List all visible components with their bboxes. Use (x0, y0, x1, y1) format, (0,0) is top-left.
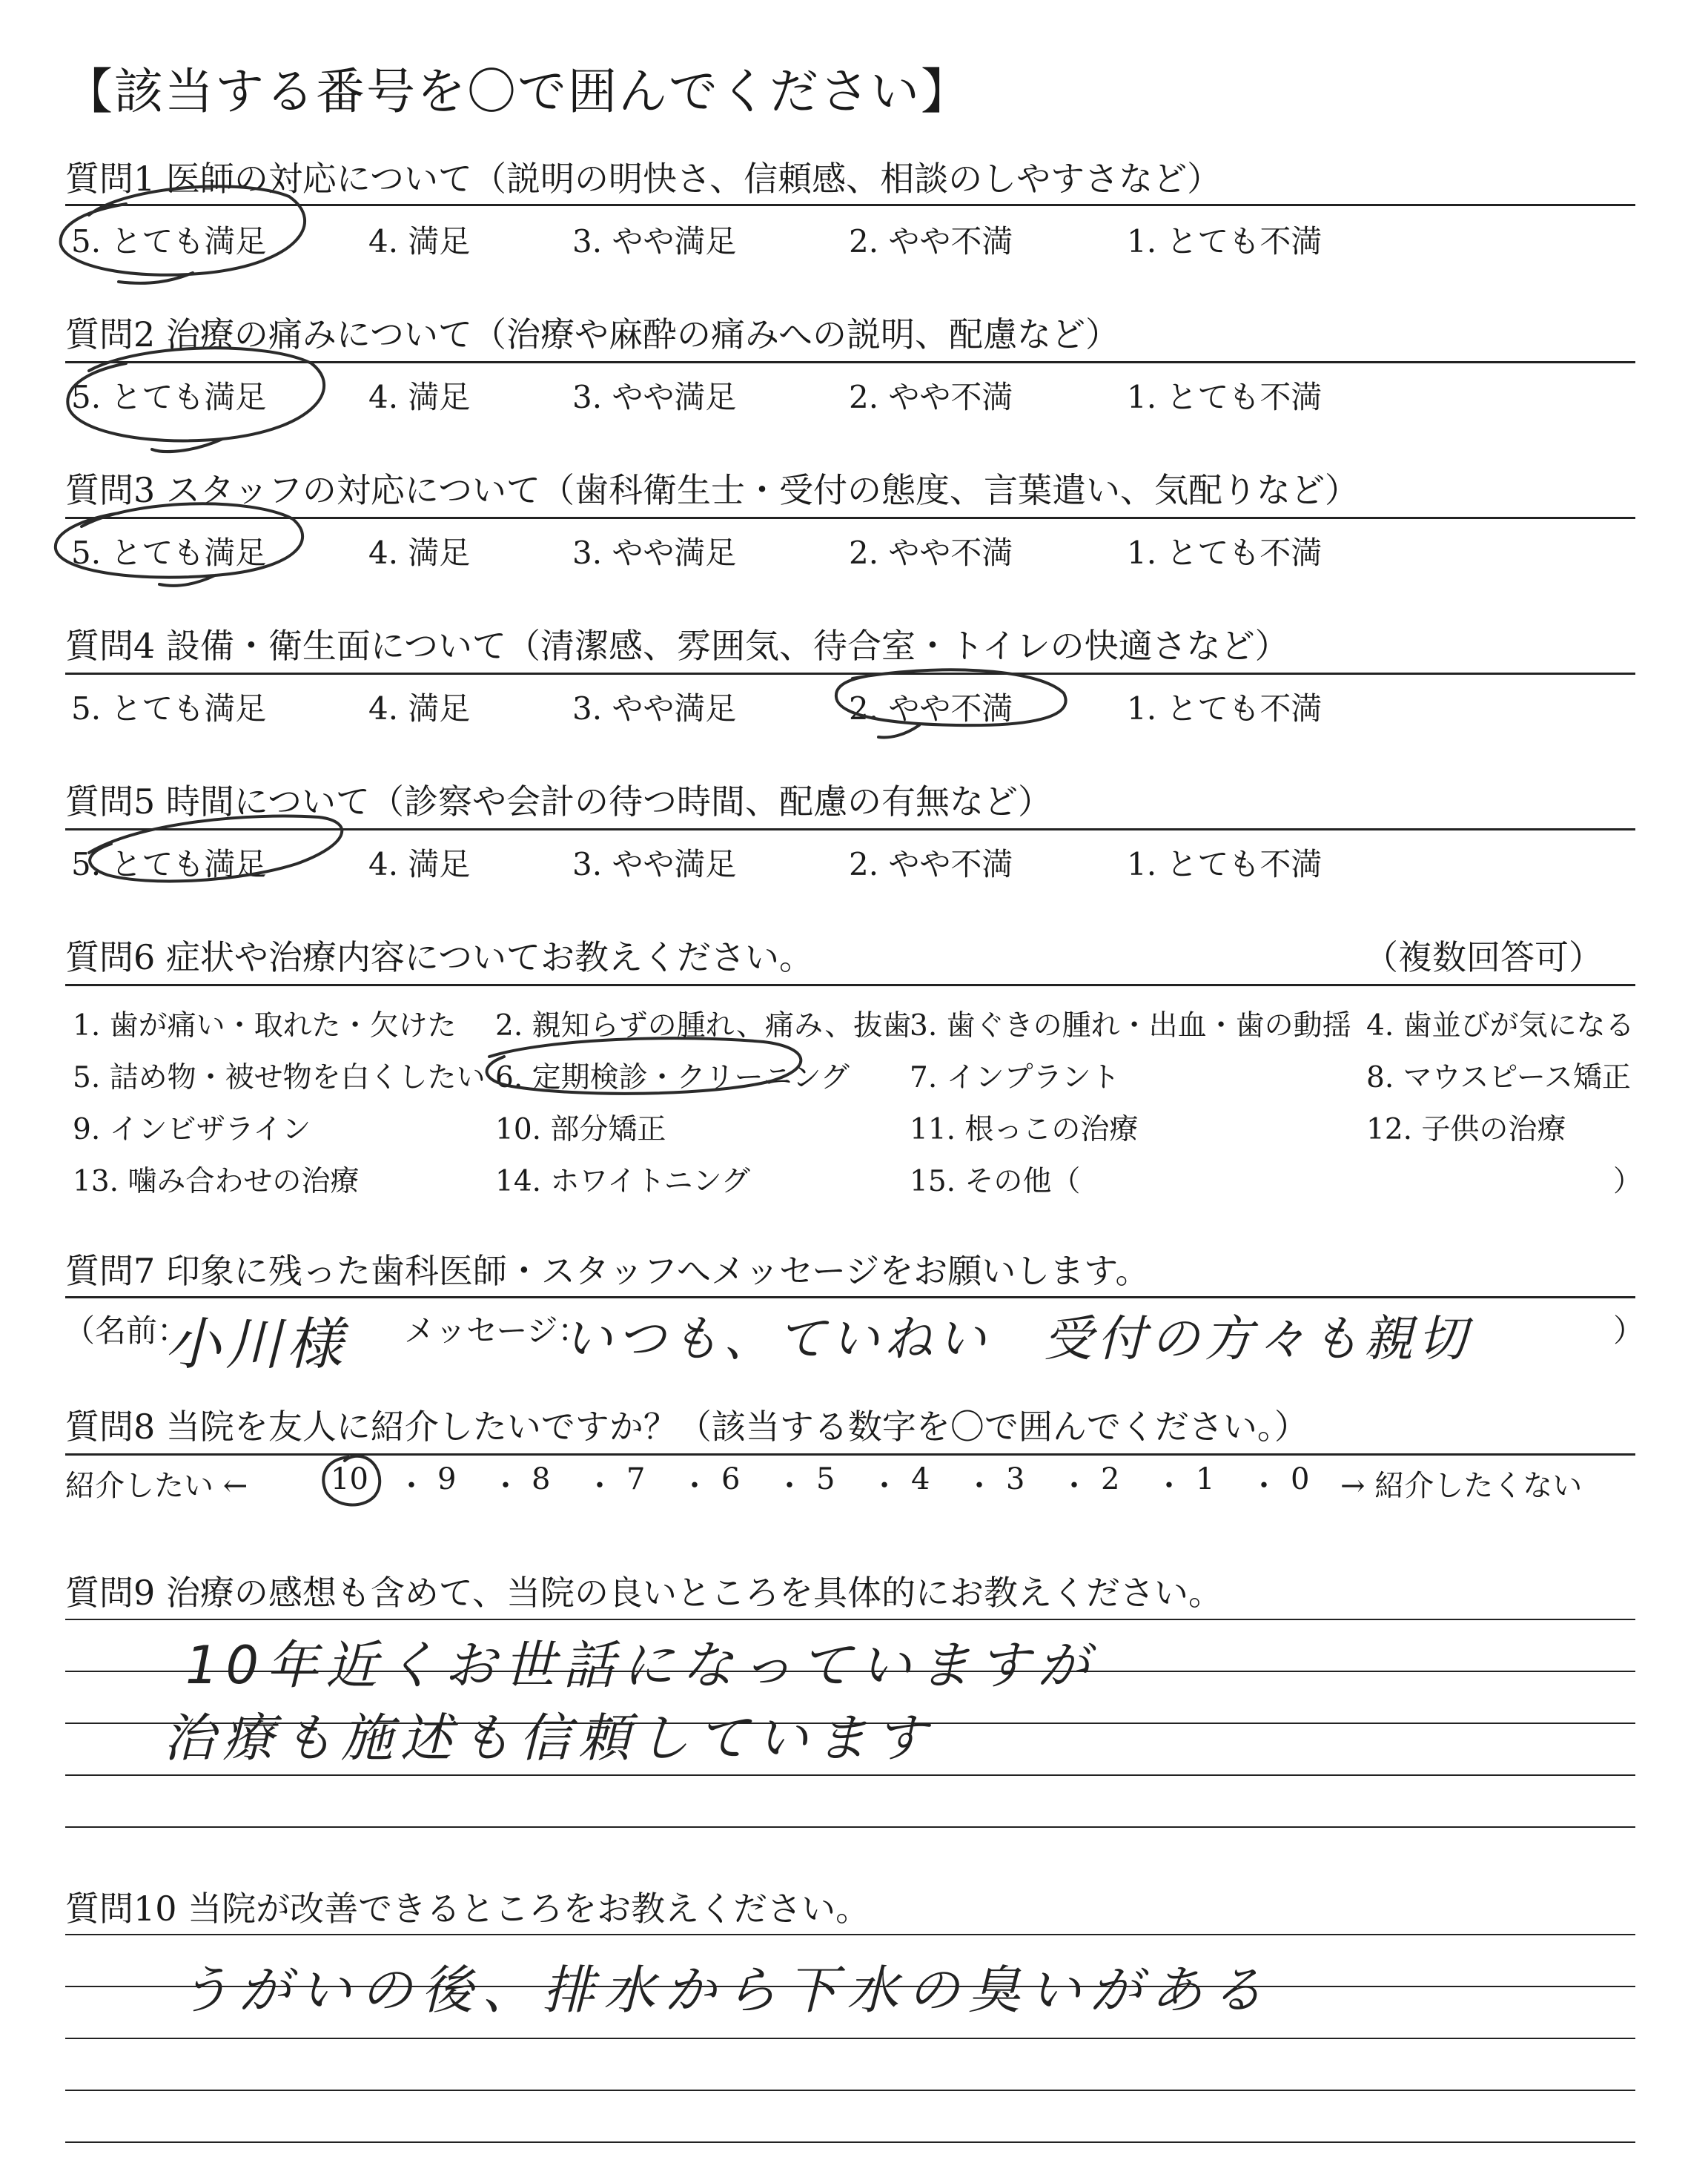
answer-line (65, 1826, 1635, 1828)
scale-3[interactable]: 3 (1006, 1462, 1025, 1496)
scale-dot: ・ (775, 1469, 804, 1503)
rule-q5 (65, 828, 1635, 830)
scale-dot: ・ (1154, 1469, 1184, 1503)
question-1: 質問1 医師の対応について（説明の明快さ、信頼感、相談のしやすさなど） (65, 159, 1222, 199)
form-title: 【該当する番号を〇で囲んでください】 (64, 63, 971, 120)
scale-2[interactable]: 2 (1101, 1462, 1120, 1496)
scale-6[interactable]: 6 (721, 1462, 741, 1496)
name-label: （名前： (64, 1312, 189, 1349)
question-5: 質問5 時間について（診察や会計の待つ時間、配慮の有無など） (65, 782, 1052, 822)
scale-9[interactable]: 9 (437, 1462, 457, 1496)
q1-option-4[interactable]: 4. 満足 (368, 223, 471, 260)
q4-option-4[interactable]: 4. 満足 (368, 690, 471, 727)
treatment-2[interactable]: 2. 親知らずの腫れ、痛み、抜歯 (495, 1009, 912, 1043)
recommend-left-label: 紹介したい ← (65, 1469, 248, 1503)
scale-dot: ・ (964, 1469, 994, 1503)
scale-7[interactable]: 7 (626, 1462, 646, 1496)
scale-dot: ・ (680, 1469, 709, 1503)
treatment-6[interactable]: 6. 定期検診・クリーニング (495, 1061, 850, 1094)
q9-answer-line-2[interactable]: 治療も施述も信頼しています (163, 1708, 934, 1768)
treatment-3[interactable]: 3. 歯ぐきの腫れ・出血・歯の動揺 (910, 1009, 1351, 1043)
q4-option-1[interactable]: 1. とても不満 (1127, 690, 1323, 727)
question-8: 質問8 当院を友人に紹介したいですか？（該当する数字を〇で囲んでください。） (65, 1407, 1308, 1447)
q5-option-5[interactable]: 5. とても満足 (71, 846, 267, 882)
scale-dot: ・ (397, 1469, 426, 1503)
question-4: 質問4 設備・衛生面について（清潔感、雰囲気、待合室・トイレの快適さなど） (65, 626, 1289, 666)
q3-option-4[interactable]: 4. 満足 (368, 535, 471, 571)
treatment-4[interactable]: 4. 歯並びが気になる (1366, 1009, 1635, 1043)
scale-10[interactable]: 10 (331, 1462, 368, 1496)
question-9: 質問9 治療の感想も含めて、当院の良いところを具体的にお教えください。 (65, 1573, 1222, 1613)
treatment-15[interactable]: 15. その他（ (910, 1165, 1081, 1198)
message-label: メッセージ： (404, 1312, 589, 1349)
treatment-other-close: ） (1613, 1165, 1643, 1198)
recommend-right-label: → 紹介したくない (1340, 1469, 1583, 1503)
message-value[interactable]: いつも、ていねい 受付の方々も親切 (563, 1310, 1471, 1367)
q3-option-1[interactable]: 1. とても不満 (1127, 535, 1323, 571)
scale-0[interactable]: 0 (1291, 1462, 1310, 1496)
q2-option-3[interactable]: 3. やや満足 (572, 379, 737, 415)
question-3: 質問3 スタッフの対応について（歯科衛生士・受付の態度、言葉遣い、気配りなど） (65, 470, 1359, 510)
answer-line (65, 2141, 1635, 2143)
q5-option-2[interactable]: 2. やや不満 (849, 846, 1013, 882)
answer-line (65, 1774, 1635, 1776)
q2-option-1[interactable]: 1. とても不満 (1127, 379, 1323, 415)
rule-q1 (65, 204, 1635, 206)
answer-line (65, 1934, 1635, 1935)
q2-option-5[interactable]: 5. とても満足 (71, 379, 267, 415)
treatment-14[interactable]: 14. ホワイトニング (495, 1165, 750, 1198)
rule-q4 (65, 673, 1635, 675)
scale-dot: ・ (1059, 1469, 1089, 1503)
question-6: 質問6 症状や治療内容についてお教えください。 (65, 937, 813, 977)
q5-option-4[interactable]: 4. 満足 (368, 846, 471, 882)
answer-line (65, 2038, 1635, 2039)
answer-line (65, 1619, 1635, 1620)
scale-4[interactable]: 4 (911, 1462, 930, 1496)
scale-dot: ・ (870, 1469, 899, 1503)
q3-option-5[interactable]: 5. とても満足 (71, 535, 267, 571)
q1-option-5[interactable]: 5. とても満足 (71, 223, 267, 260)
scale-8[interactable]: 8 (532, 1462, 551, 1496)
scale-dot: ・ (585, 1469, 615, 1503)
question-2: 質問2 治療の痛みについて（治療や麻酔の痛みへの説明、配慮など） (65, 314, 1120, 354)
q4-option-2[interactable]: 2. やや不満 (849, 690, 1013, 727)
treatment-5[interactable]: 5. 詰め物・被せ物を白くしたい (73, 1061, 486, 1094)
q2-option-4[interactable]: 4. 満足 (368, 379, 471, 415)
scale-1[interactable]: 1 (1196, 1462, 1215, 1496)
scale-dot: ・ (1249, 1469, 1279, 1503)
q5-option-3[interactable]: 3. やや満足 (572, 846, 737, 882)
question-10: 質問10 当院が改善できるところをお教えください。 (65, 1889, 870, 1929)
q3-option-3[interactable]: 3. やや満足 (572, 535, 737, 571)
question-7: 質問7 印象に残った歯科医師・スタッフへメッセージをお願いします。 (65, 1251, 1150, 1291)
multiple-answers-note: （複数回答可） (1364, 937, 1603, 977)
name-value[interactable]: 小川様 (165, 1311, 347, 1377)
rule-q3 (65, 517, 1635, 519)
treatment-7[interactable]: 7. インプラント (910, 1061, 1120, 1094)
q10-answer-line-1[interactable]: うがいの後、排水から下水の臭いがある (178, 1960, 1272, 2021)
treatment-13[interactable]: 13. 噛み合わせの治療 (73, 1165, 360, 1198)
q4-option-3[interactable]: 3. やや満足 (572, 690, 737, 727)
rule-q6 (65, 984, 1635, 986)
rule-q2 (65, 361, 1635, 363)
q5-option-1[interactable]: 1. とても不満 (1127, 846, 1323, 882)
treatment-10[interactable]: 10. 部分矯正 (495, 1113, 666, 1146)
q3-option-2[interactable]: 2. やや不満 (849, 535, 1013, 571)
rule-q8 (65, 1453, 1635, 1456)
treatment-1[interactable]: 1. 歯が痛い・取れた・欠けた (73, 1009, 457, 1043)
q1-option-1[interactable]: 1. とても不満 (1127, 223, 1323, 260)
scale-dot: ・ (491, 1469, 520, 1503)
q4-option-5[interactable]: 5. とても満足 (71, 690, 267, 727)
scale-5[interactable]: 5 (816, 1462, 835, 1496)
q1-option-2[interactable]: 2. やや不満 (849, 223, 1013, 260)
rule-q7 (65, 1296, 1635, 1298)
treatment-11[interactable]: 11. 根っこの治療 (910, 1113, 1139, 1146)
q1-option-3[interactable]: 3. やや満足 (572, 223, 737, 260)
q2-option-2[interactable]: 2. やや不満 (849, 379, 1013, 415)
q9-answer-line-1[interactable]: 10年近くお世話になっていますが (185, 1635, 1097, 1696)
message-close: ） (1613, 1312, 1645, 1349)
treatment-9[interactable]: 9. インビザライン (73, 1113, 311, 1146)
answer-line (65, 2090, 1635, 2091)
treatment-12[interactable]: 12. 子供の治療 (1366, 1113, 1566, 1146)
treatment-8[interactable]: 8. マウスピース矯正 (1366, 1061, 1631, 1094)
